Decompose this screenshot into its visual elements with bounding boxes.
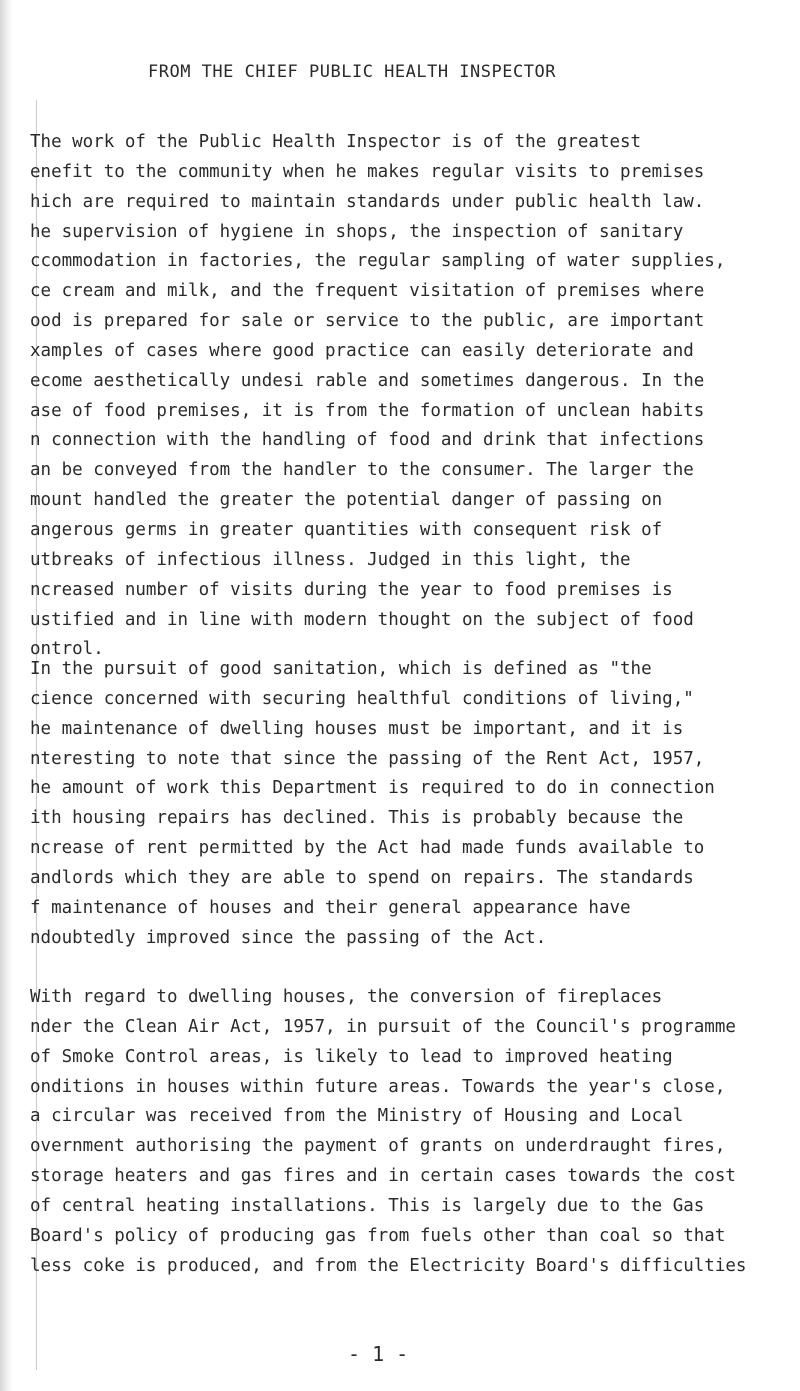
text-line: he supervision of hygiene in shops, the inspection of sanitary [30, 221, 684, 242]
text-line: nteresting to note that since the passing of the Rent Act, 1957, [30, 748, 705, 769]
text-line: an be conveyed from the handler to the consumer. The larger the [30, 460, 694, 481]
text-line: he maintenance of dwelling houses must be important, and it is [30, 718, 684, 739]
text-line: ith housing repairs has declined. This is probably because the [30, 808, 684, 829]
paragraph-clean-air-act [30, 983, 794, 1281]
binding-edge-shadow [0, 0, 12, 1391]
text-line: utbreaks of infectious illness. Judged in this light, the [30, 549, 631, 570]
text-line: of Smoke Control areas, is likely to lead to improved heating [30, 1046, 673, 1067]
text-line: storage heaters and gas fires and in certain cases towards the cost [30, 1166, 736, 1187]
text-line: mount handled the greater the potential danger of passing on [30, 490, 663, 511]
text-line: In the pursuit of good sanitation, which is defined as "the [30, 659, 652, 679]
text-line: The work of the Public Health Inspector is of the greatest [30, 132, 642, 152]
text-line: a circular was received from the Ministry of Housing and Local [30, 1106, 684, 1127]
text-line: overnment authorising the payment of grants on underdraught fires, [30, 1136, 726, 1157]
text-line: he amount of work this Department is required to do in connection [30, 778, 715, 799]
text-line: onditions in houses within future areas. Towards the year's close, [30, 1076, 726, 1097]
text-line: ontrol. [30, 639, 104, 660]
text-line: ndoubtedly improved since the passing of the Act. [30, 927, 547, 948]
text-line: ecome aesthetically undesi rable and sometimes dangerous. In the [30, 370, 705, 391]
text-line: nder the Clean Air Act, 1957, in pursuit of the Council's programme [30, 1016, 736, 1037]
text-line: ce cream and milk, and the frequent visitation of premises where [30, 281, 705, 302]
paragraph-housing-repairs [30, 655, 794, 953]
text-line: hich are required to maintain standards under public health law. [30, 191, 705, 212]
text-line: andlords which they are able to spend on repairs. The standards [30, 867, 694, 888]
text-line: ncrease of rent permitted by the Act had made funds available to [30, 838, 705, 859]
text-line: ncreased number of visits during the year to food premises is [30, 579, 673, 600]
text-line: enefit to the community when he makes regular visits to premises [30, 161, 705, 182]
text-line: xamples of cases where good practice can easily deteriorate and [30, 340, 694, 361]
text-line: of central heating installations. This is largely due to the Gas [30, 1195, 705, 1216]
text-line: With regard to dwelling houses, the conversion of fireplaces [30, 987, 663, 1007]
text-line: Board's policy of producing gas from fuels other than coal so that [30, 1225, 726, 1246]
text-line: n connection with the handling of food and drink that infections [30, 430, 705, 451]
text-line: ccommodation in factories, the regular sampling of water supplies, [30, 251, 726, 272]
text-line: ustified and in line with modern thought on the subject of food [30, 609, 694, 630]
page-heading: FROM THE CHIEF PUBLIC HEALTH INSPECTOR [148, 62, 556, 82]
paragraph-food-premises [30, 128, 794, 665]
text-line: less coke is produced, and from the Electricity Board's difficulties [30, 1255, 747, 1276]
text-line: ase of food premises, it is from the formation of unclean habits [30, 400, 705, 421]
page-number: - 1 - [348, 1342, 409, 1366]
text-line: cience concerned with securing healthful conditions of living," [30, 688, 694, 709]
text-line: angerous germs in greater quantities with consequent risk of [30, 519, 663, 540]
text-line: ood is prepared for sale or service to the public, are important [30, 311, 705, 332]
text-line: f maintenance of houses and their general appearance have [30, 897, 631, 918]
